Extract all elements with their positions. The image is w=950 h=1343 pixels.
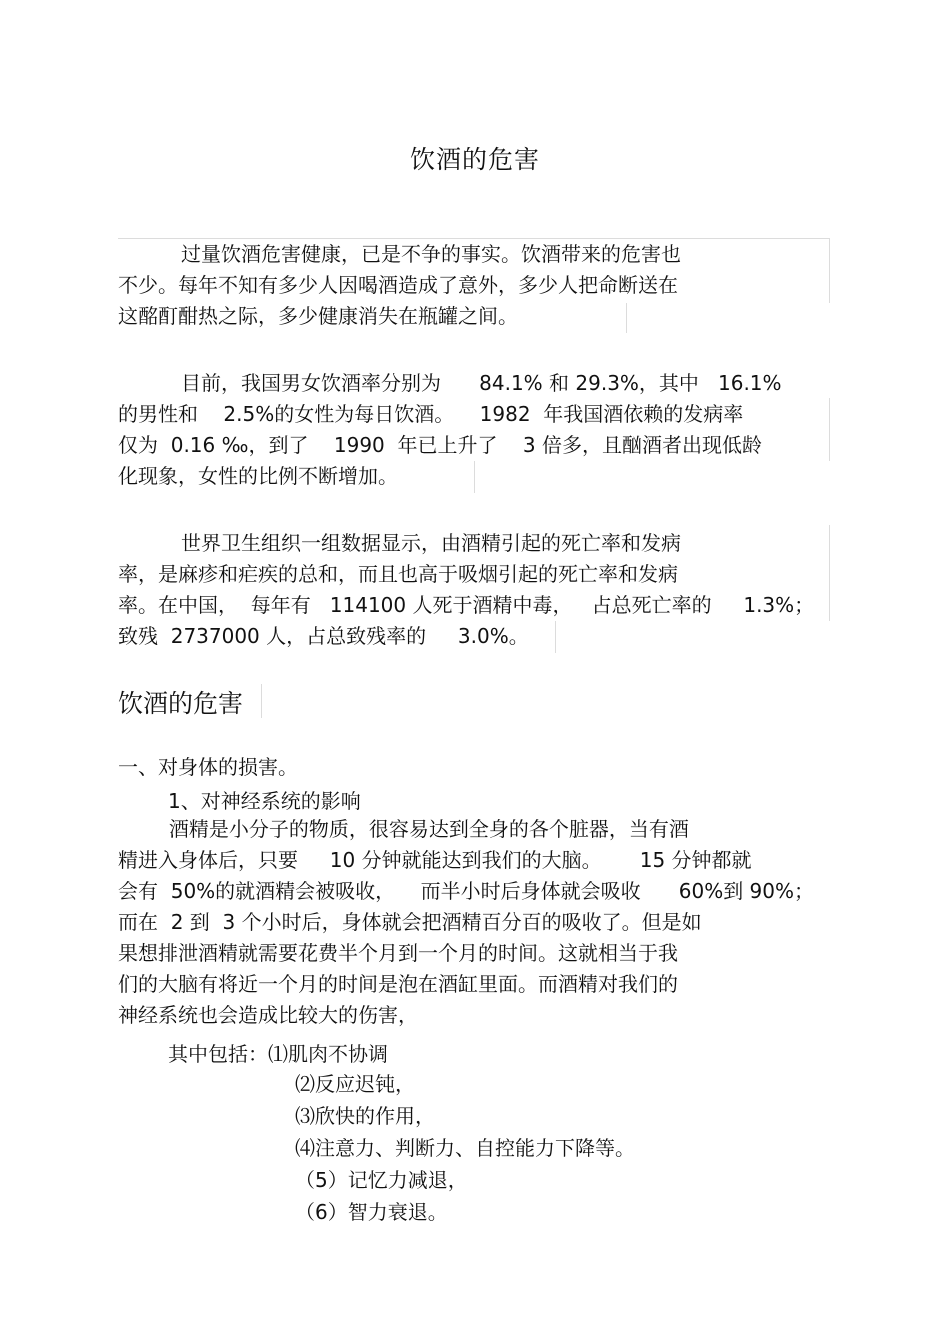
scan-border [829,238,830,303]
page-title: 饮酒的危害 [409,145,540,174]
list-item: ⑵反应迟钝， [295,1072,415,1096]
list-item: （5）记忆力减退， [295,1168,468,1192]
paragraph-line: 仅为 0.16 ‰，到了 1990 年已上升了 3 倍多，且酗酒者出现低龄 [118,433,762,457]
paragraph-line: 化现象，女性的比例不断增加。 [118,464,398,488]
scan-border [118,238,830,239]
paragraph-line: 率，是麻疹和疟疾的总和，而且也高于吸烟引起的死亡率和发病 [118,562,678,586]
paragraph-line: 致残 2737000 人，占总致残率的 3.0%。 [118,624,529,648]
paragraph-line: 率。在中国， 每年有 114100 人死于酒精中毒， 占总死亡率的 1.3%； [118,593,815,617]
paragraph-line: 目前，我国男女饮酒率分别为 84.1% 和 29.3%，其中 16.1% [181,371,782,395]
paragraph-line: 世界卫生组织一组数据显示，由酒精引起的死亡率和发病 [181,531,681,555]
subheading-nervous-system: 1、对神经系统的影响 [168,789,361,813]
list-intro: 其中包括：⑴肌肉不协调 [168,1042,388,1066]
paragraph-line: 精进入身体后，只要 10 分钟就能达到我们的大脑。 15 分钟都就 [118,848,752,872]
scan-border [829,525,830,621]
paragraph-2 [118,368,838,492]
scan-border [829,398,830,461]
paragraph-line: 会有 50%的就酒精会被吸收， 而半小时后身体就会吸收 60%到 90%； [118,879,815,903]
effects-list [295,1068,635,1228]
paragraph-line: 的男性和 2.5%的女性为每日饮酒。 1982 年我国酒依赖的发病率 [118,402,744,426]
nervous-system-paragraph [118,814,838,1031]
paragraph-1 [118,239,838,332]
scan-border [474,461,475,493]
paragraph-line: 过量饮酒危害健康，已是不争的事实。饮酒带来的危害也 [181,242,681,266]
paragraph-line: 果想排泄酒精就需要花费半个月到一个月的时间。这就相当于我 [118,941,678,965]
scan-border [555,621,556,653]
list-item: （6）智力衰退。 [295,1200,448,1224]
heading-body-harm: 一、对身体的损害。 [118,755,298,779]
paragraph-line: 酒精是小分子的物质，很容易达到全身的各个脏器，当有酒 [118,817,689,841]
list-item: ⑷注意力、判断力、自控能力下降等。 [295,1136,635,1160]
paragraph-line: 们的大脑有将近一个月的时间是泡在酒缸里面。而酒精对我们的 [118,972,678,996]
scan-border [261,684,262,718]
list-item: ⑶欣快的作用， [295,1104,435,1128]
paragraph-line: 神经系统也会造成比较大的伤害， [118,1003,418,1027]
paragraph-3 [118,528,838,652]
paragraph-line: 这酩酊酣热之际，多少健康消失在瓶罐之间。 [118,304,518,328]
scan-border [626,303,627,333]
paragraph-line: 不少。每年不知有多少人因喝酒造成了意外，多少人把命断送在 [118,273,678,297]
paragraph-line: 而在 2 到 3 个小时后，身体就会把酒精百分百的吸收了。但是如 [118,910,702,934]
section-title: 饮酒的危害 [118,689,244,718]
